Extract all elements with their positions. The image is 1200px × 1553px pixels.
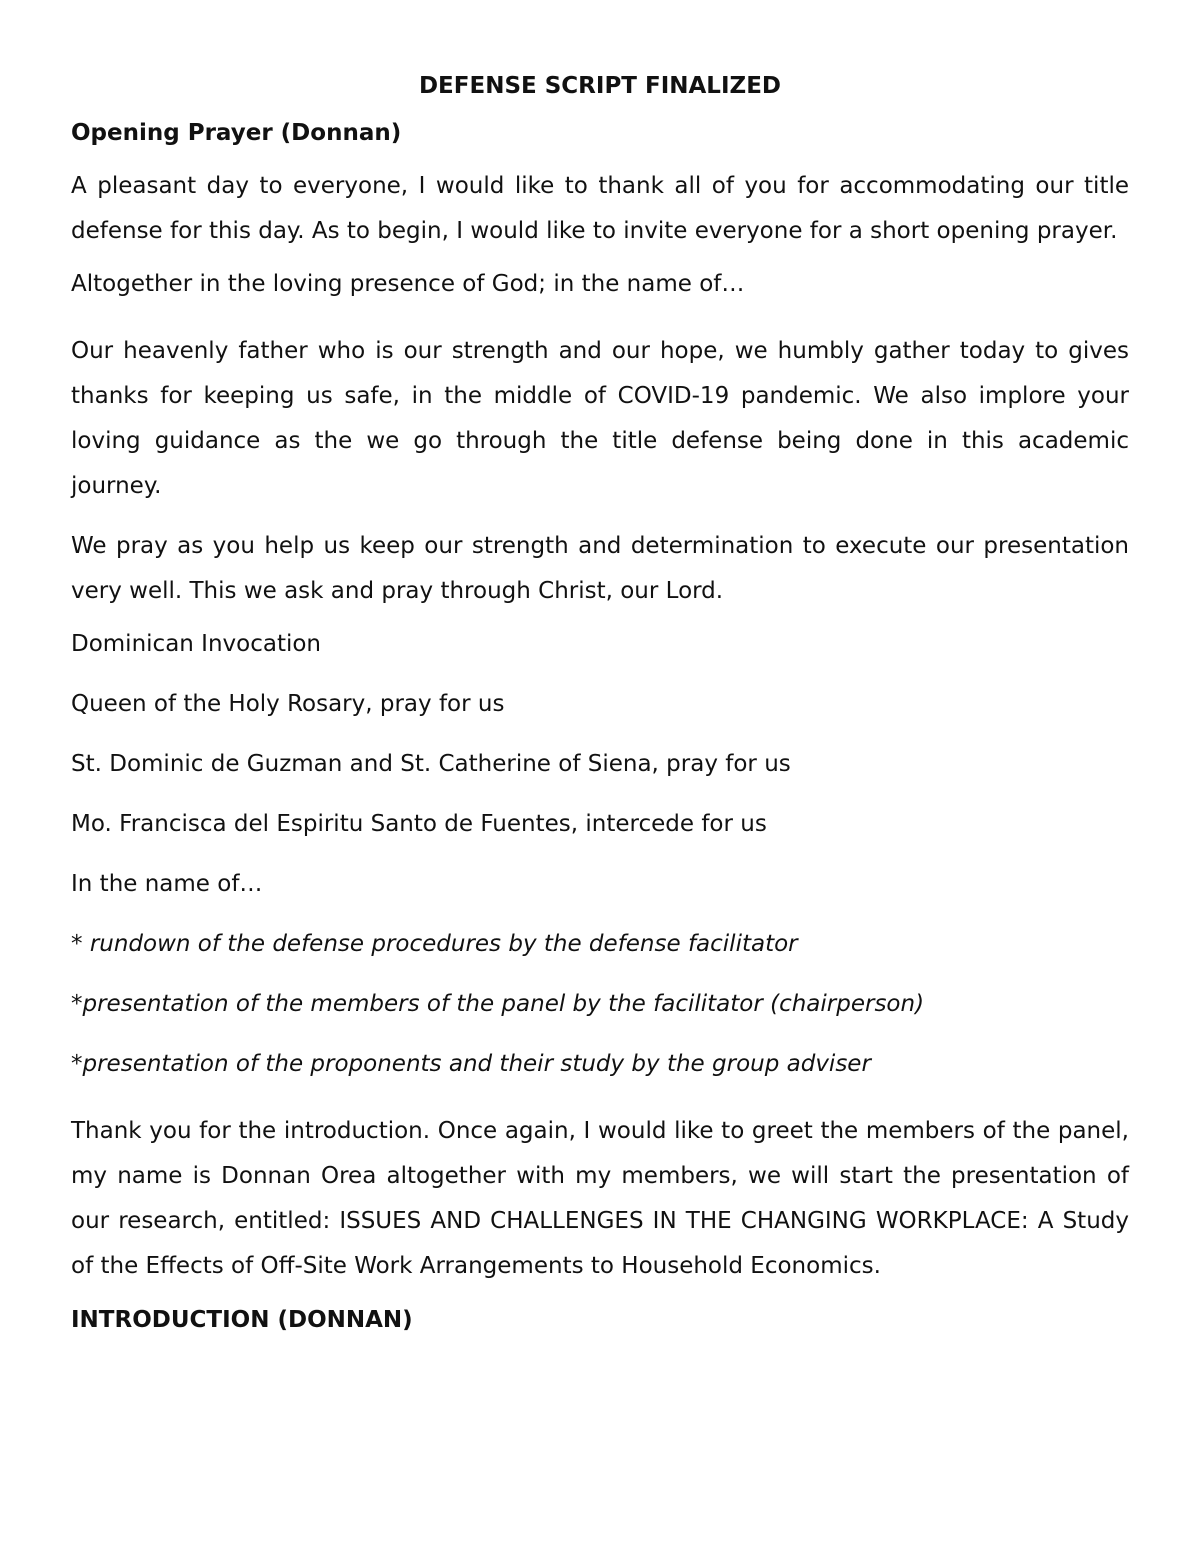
presence-line: Altogether in the loving presence of God; in the name of… xyxy=(71,271,745,297)
note-text: presentation of the members of the panel by the facilitator (chairperson) xyxy=(82,991,925,1017)
procedure-note-proponents xyxy=(71,1049,1129,1079)
introduction-heading: INTRODUCTION (DONNAN) xyxy=(71,1307,413,1333)
document-title: DEFENSE SCRIPT FINALIZED xyxy=(418,73,782,99)
note-text: presentation of the proponents and their study by the group adviser xyxy=(82,1051,871,1077)
dominican-invocation-heading: Dominican Invocation xyxy=(71,631,322,657)
in-the-name-line: In the name of… xyxy=(71,871,263,897)
invocation-line-francisca: Mo. Francisca del Espiritu Santo de Fuentes, intercede for us xyxy=(71,811,767,837)
note-bullet: * xyxy=(71,931,90,957)
procedure-note-panel xyxy=(71,989,1129,1019)
note-bullet: * xyxy=(71,991,83,1017)
procedure-note-rundown xyxy=(71,929,1129,959)
invocation-line-saints: St. Dominic de Guzman and St. Catherine of Siena, pray for us xyxy=(71,751,791,777)
opening-prayer-heading: Opening Prayer (Donnan) xyxy=(71,120,402,146)
introduction-paragraph: Thank you for the introduction. Once again, I would like to greet the members of the panel, my name is Donnan Orea altogether with my members, we will start the presentation of our research, entitled: ISSUES AND CHALLENGES IN THE CHANGING WORKPLACE: A Study of the Effects of Off-Site Work Arrangements to Household Economics. xyxy=(71,1118,1129,1279)
document-page xyxy=(71,70,1129,1351)
closing-prayer-paragraph: We pray as you help us keep our strength and determination to execute our presentation very well. This we ask and pray through Christ, our Lord. xyxy=(71,533,1129,604)
prayer-paragraph: Our heavenly father who is our strength and our hope, we humbly gather today to gives thanks for keeping us safe, in the middle of COVID-19 pandemic. We also implore your loving guidance as the we go through the title defense being done in this academic journey. xyxy=(71,338,1129,499)
welcome-paragraph: A pleasant day to everyone, I would like to thank all of you for accommodating our title defense for this day. As to begin, I would like to invite everyone for a short opening prayer. xyxy=(71,173,1129,244)
note-text: rundown of the defense procedures by the defense facilitator xyxy=(89,931,798,957)
invocation-line-rosary: Queen of the Holy Rosary, pray for us xyxy=(71,691,505,717)
note-bullet: * xyxy=(71,1051,83,1077)
